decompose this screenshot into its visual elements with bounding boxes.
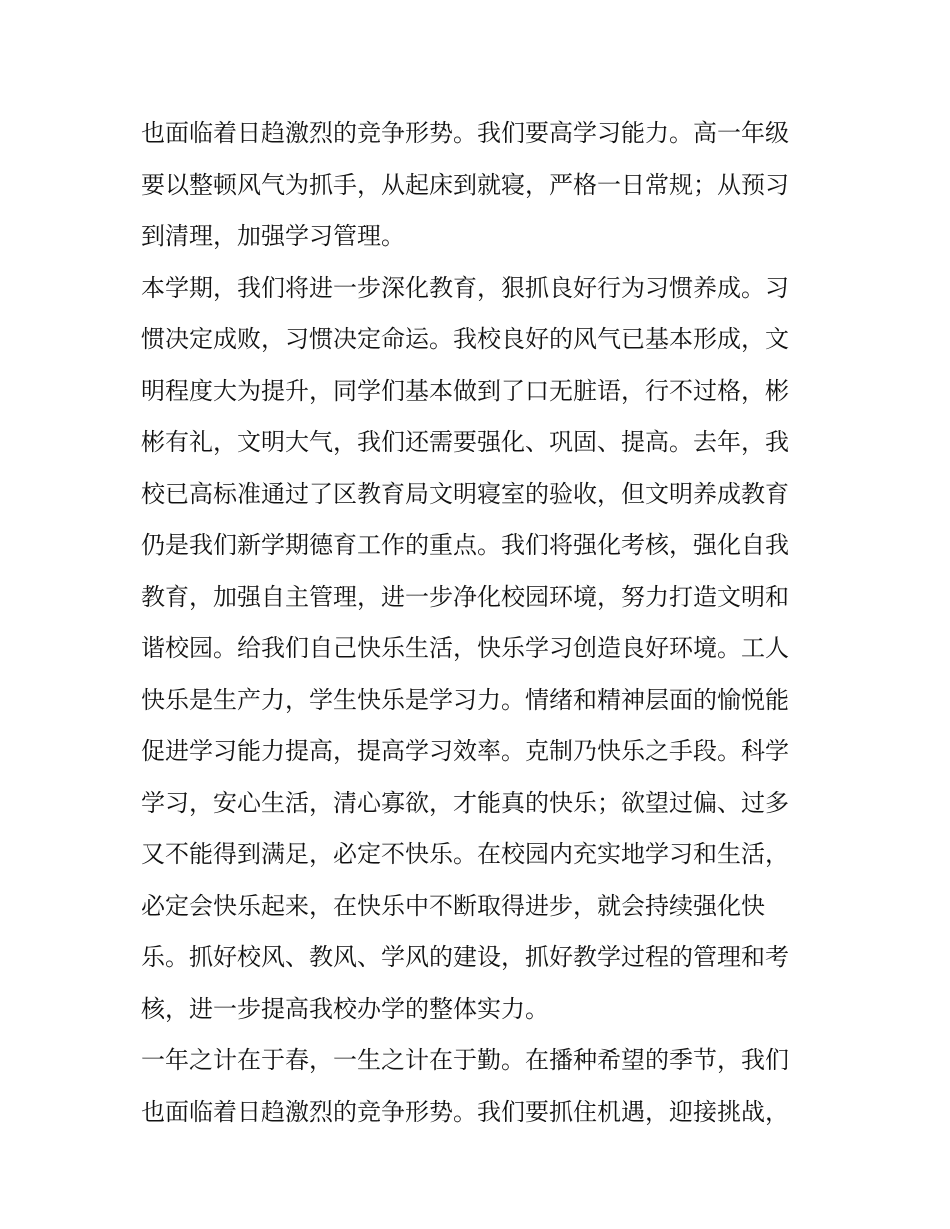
text-line: 必定会快乐起来，在快乐中不断取得进步，就会持续强化快: [141, 891, 765, 920]
text-line: 谐校园。给我们自己快乐生活，快乐学习创造良好环境。工人: [141, 634, 789, 662]
text-line: 乐。抓好校风、教风、学风的建设，抓好教学过程的管理和考: [141, 943, 789, 971]
text-line: 又不能得到满足，必定不快乐。在校园内充实地学习和生活，: [141, 840, 789, 868]
text-line: 彬有礼，文明大气，我们还需要强化、巩固、提高。去年，我: [141, 428, 789, 456]
text-line: 核，进一步提高我校办学的整体实力。: [141, 994, 549, 1023]
text-line: 教育，加强自主管理，进一步净化校园环境，努力打造文明和: [141, 582, 789, 611]
text-line: 一年之计在于春，一生之计在于勤。在播种希望的季节，我们: [141, 1046, 789, 1074]
paragraph-3: [141, 1035, 813, 1138]
paragraph-1: [141, 108, 813, 263]
text-line: 本学期，我们将进一步深化教育，狠抓良好行为习惯养成。习: [141, 273, 789, 302]
text-line: 校已高标准通过了区教育局文明寝室的验收，但文明养成教育: [141, 479, 789, 508]
text-line: 也面临着日趋激烈的竞争形势。我们要高学习能力。高一年级: [141, 119, 789, 147]
text-line: 明程度大为提升，同学们基本做到了口无脏语，行不过格，彬: [141, 376, 789, 405]
text-line: 快乐是生产力，学生快乐是学习力。情绪和精神层面的愉悦能: [141, 685, 789, 714]
text-line: 也面临着日趋激烈的竞争形势。我们要抓住机遇，迎接挑战，: [141, 1097, 789, 1126]
document-body: [141, 108, 813, 1138]
paragraph-2: [141, 263, 813, 1036]
text-line: 惯决定成败，习惯决定命运。我校良好的风气已基本形成，文: [141, 325, 789, 353]
text-line: 学习，安心生活，清心寡欲，才能真的快乐；欲望过偏、过多: [141, 788, 789, 817]
text-line: 仍是我们新学期德育工作的重点。我们将强化考核，强化自我: [141, 531, 789, 559]
text-line: 要以整顿风气为抓手，从起床到就寝，严格一日常规；从预习: [141, 170, 789, 199]
text-line: 促进学习能力提高，提高学习效率。克制乃快乐之手段。科学: [141, 737, 789, 765]
text-line: 到清理，加强学习管理。: [141, 222, 405, 250]
